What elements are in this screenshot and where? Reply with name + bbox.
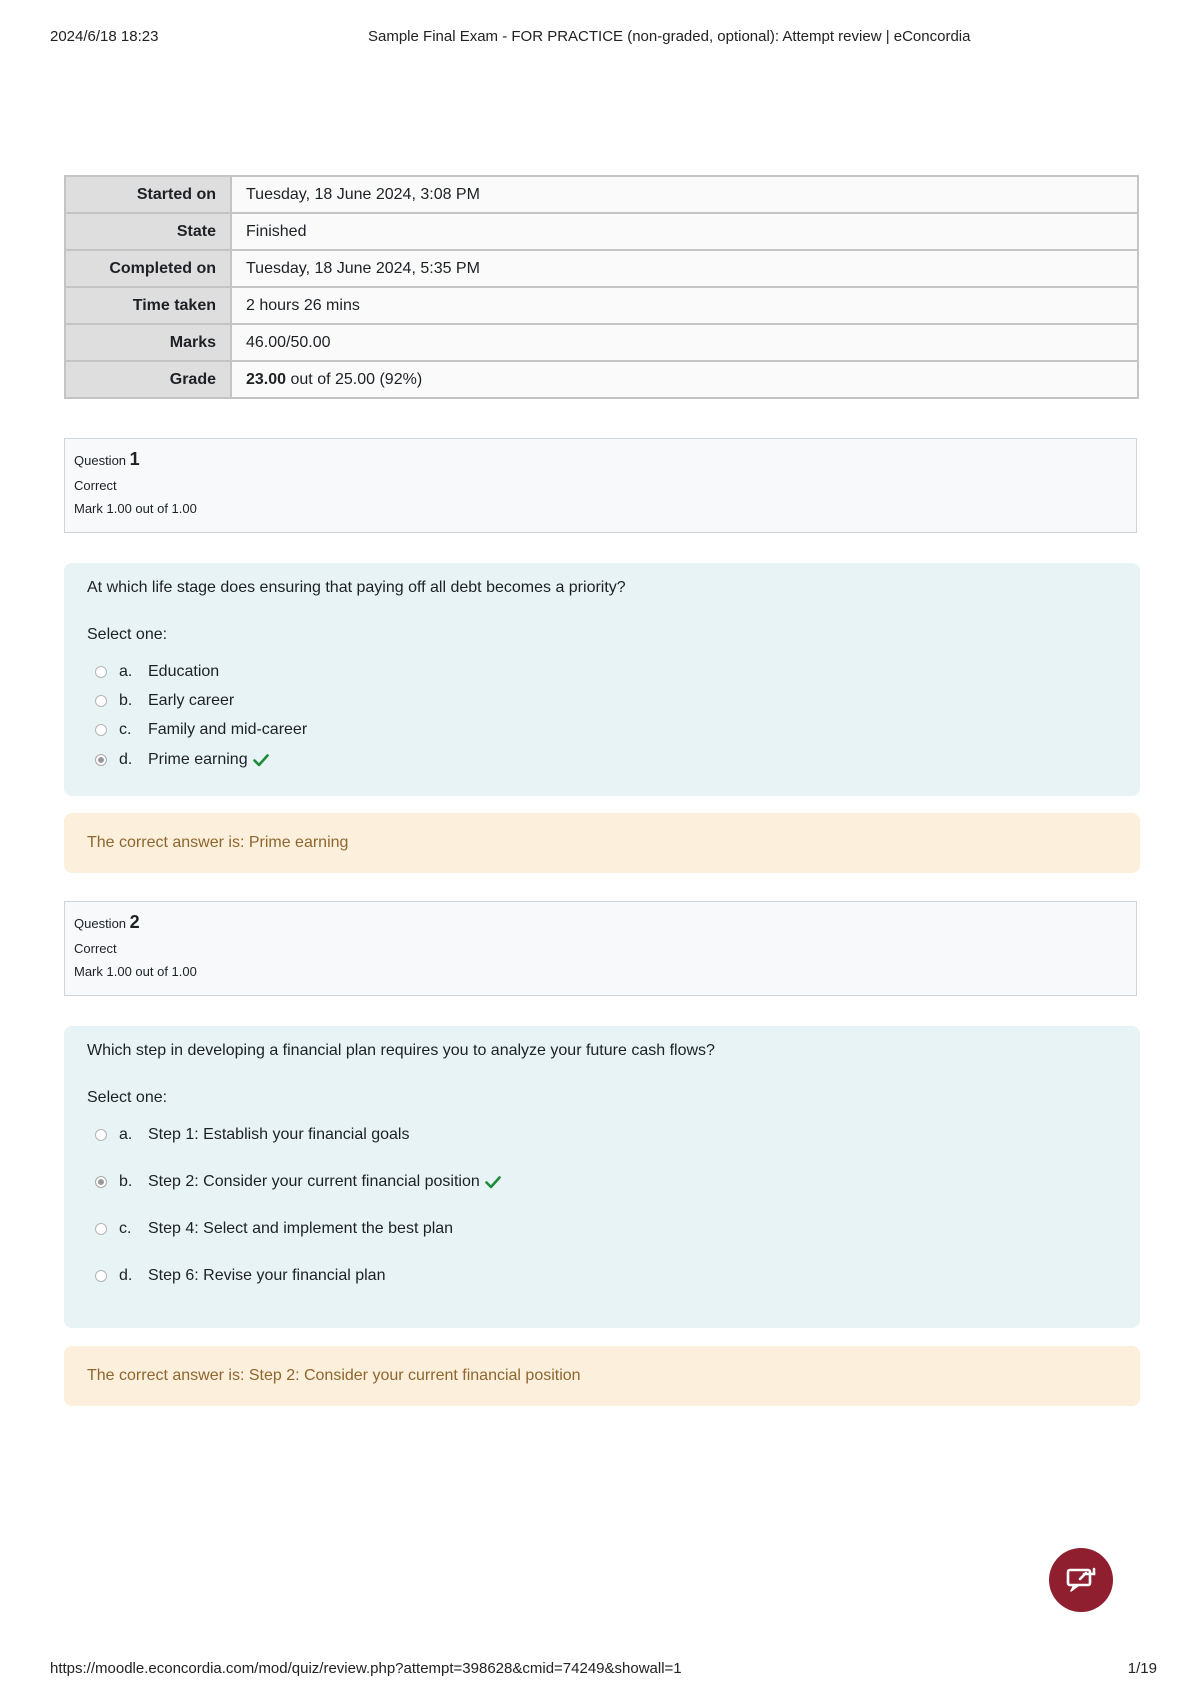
summary-row-time [65,287,1138,324]
time-taken-value: 2 hours 26 mins [231,287,1138,324]
state-label: State [65,213,231,250]
option-text: Step 4: Select and implement the best plan [148,1220,454,1237]
question-text: At which life stage does ensuring that paying off all debt becomes a priority? [87,579,626,596]
question-number-value: 1 [129,449,140,469]
question-label: Question [74,453,127,468]
option-text: Step 1: Establish your financial goals [148,1126,410,1143]
question-formulation-1 [64,563,1140,796]
question-label: Question [74,916,127,931]
chat-icon [1066,1567,1096,1593]
question-status: Correct [74,478,117,493]
answer-option-c[interactable] [95,721,307,739]
option-text: Prime earning [148,751,248,768]
select-one-prompt: Select one: [87,626,168,643]
question-formulation-2 [64,1026,1140,1328]
option-letter: a. [119,663,133,680]
radio-button[interactable] [95,1129,107,1141]
option-text: Education [148,663,220,680]
option-letter: b. [119,1173,133,1190]
time-taken-label: Time taken [65,287,231,324]
grade-cell [231,361,1138,398]
question-status: Correct [74,941,117,956]
grade-label: Grade [65,361,231,398]
summary-row-started [65,176,1138,213]
chat-button[interactable] [1049,1548,1113,1612]
attempt-summary-table [64,175,1139,399]
option-letter: d. [119,1267,133,1284]
question-text: Which step in developing a financial plan requires you to analyze your future cash flows? [87,1042,715,1059]
grade-value: 23.00 [246,370,287,388]
question-info-2 [64,901,1137,996]
print-header [50,28,1150,48]
option-letter: d. [119,751,133,768]
summary-row-state [65,213,1138,250]
started-on-value: Tuesday, 18 June 2024, 3:08 PM [231,176,1138,213]
answer-option-a[interactable] [95,1126,409,1144]
print-page-title: Sample Final Exam - FOR PRACTICE (non-graded, optional): Attempt review | eConcordia [368,28,971,45]
answer-option-d[interactable] [95,751,269,769]
completed-on-label: Completed on [65,250,231,287]
correct-check-icon [253,752,269,768]
state-value: Finished [231,213,1138,250]
answer-option-c[interactable] [95,1220,453,1238]
radio-button[interactable] [95,666,107,678]
question-info-1 [64,438,1137,533]
started-on-label: Started on [65,176,231,213]
answer-option-d[interactable] [95,1267,385,1285]
answer-option-b[interactable] [95,692,234,710]
option-text: Step 2: Consider your current financial position [148,1173,480,1190]
question-number [74,912,1127,933]
option-text: Step 6: Revise your financial plan [148,1267,386,1284]
answer-option-a[interactable] [95,663,219,681]
question-number [74,449,1127,470]
correct-check-icon [485,1174,501,1190]
completed-on-value: Tuesday, 18 June 2024, 5:35 PM [231,250,1138,287]
option-text: Early career [148,692,235,709]
marks-label: Marks [65,324,231,361]
summary-row-marks [65,324,1138,361]
option-letter: c. [119,721,132,738]
print-date: 2024/6/18 18:23 [50,28,159,45]
question-feedback-1: The correct answer is: Prime earning [64,813,1140,873]
question-number-value: 2 [129,912,140,932]
option-text: Family and mid-career [148,721,308,738]
summary-row-grade [65,361,1138,398]
answer-option-b[interactable] [95,1173,501,1191]
radio-button-selected[interactable] [95,1176,107,1188]
summary-row-completed [65,250,1138,287]
radio-button[interactable] [95,1270,107,1282]
radio-button[interactable] [95,1223,107,1235]
marks-value: 46.00/50.00 [231,324,1138,361]
radio-button[interactable] [95,695,107,707]
question-mark: Mark 1.00 out of 1.00 [74,964,197,979]
page-number: 1/19 [1127,1660,1157,1677]
print-url: https://moodle.econcordia.com/mod/quiz/review.php?attempt=398628&cmid=74249&showall=1 [50,1660,682,1677]
select-one-prompt: Select one: [87,1089,168,1106]
question-mark: Mark 1.00 out of 1.00 [74,501,197,516]
option-letter: b. [119,692,133,709]
grade-rest: out of 25.00 (92%) [290,370,423,388]
radio-button[interactable] [95,724,107,736]
question-feedback-2: The correct answer is: Step 2: Consider your current financial position [64,1346,1140,1406]
option-letter: a. [119,1126,133,1143]
radio-button-selected[interactable] [95,754,107,766]
option-letter: c. [119,1220,132,1237]
print-footer [50,1660,1157,1680]
